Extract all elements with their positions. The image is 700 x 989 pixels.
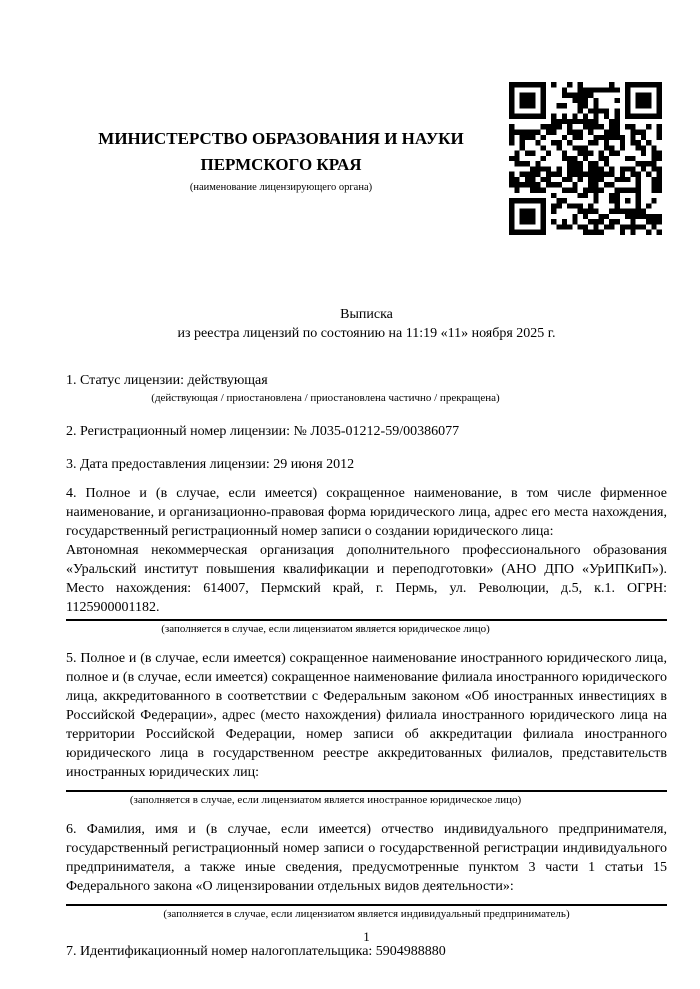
- registration-number-text: 2. Регистрационный номер лицензии: № Л035-01212-59/00386077: [66, 424, 460, 439]
- ministry-caption: (наименование лицензирующего органа): [189, 182, 373, 193]
- document-title-line2: из реестра лицензий по состоянию на 11:19 «11» ноября 2025 г.: [177, 326, 556, 341]
- page-number: 1: [363, 929, 370, 944]
- item-registration-number: [66, 422, 667, 441]
- qr-code-icon: [509, 82, 662, 235]
- licensing-authority-header: [66, 0, 496, 193]
- grant-date-text: 3. Дата предоставления лицензии: 29 июня 2012: [66, 457, 355, 472]
- legal-entity-label: 4. Полное и (в случае, если имеется) сокращенное наименование, в том числе фирменное наименование, и организационно-правовая форма юридического лица, адрес его места нахождения, государственный регистрационный номер записи о создании юридического лица:: [66, 486, 667, 539]
- foreign-entity-label: 5. Полное и (в случае, если имеется) сокращенное наименование иностранного юридического лица, полное и (в случае, если имеется) сокращенное наименование филиала иностранного юридического лица, аккредитованного в соответствии с Федеральным законом «Об иностранных инвестициях в Российской Федерации», адрес (место нахождения) филиала иностранного юридического лица на территории Российской Федерации, номер записи об аккредитации филиала иностранного юридического лица в государственном реестре аккредитованных филиалов, представительств иностранных юридических лиц:: [66, 651, 667, 780]
- individual-entrepreneur-caption: (заполняется в случае, если лицензиатом является индивидуальный предприниматель): [163, 908, 570, 920]
- document-title-line1: Выписка: [340, 307, 393, 322]
- ministry-name-line1: МИНИСТЕРСТВО ОБРАЗОВАНИЯ И НАУКИ: [98, 129, 464, 148]
- individual-entrepreneur-fill-line: [66, 904, 667, 906]
- legal-entity-fill-line: [66, 619, 667, 621]
- document-title: [66, 305, 667, 343]
- item-foreign-entity: [66, 649, 667, 808]
- license-status-options-caption: (действующая / приостановлена / приостановлена частично / прекращена): [151, 392, 500, 404]
- item-license-status: [66, 371, 667, 406]
- foreign-entity-caption: (заполняется в случае, если лицензиатом является иностранное юридическое лицо): [129, 794, 522, 806]
- ministry-name: [66, 126, 496, 178]
- legal-entity-caption: (заполняется в случае, если лицензиатом является юридическое лицо): [161, 623, 490, 635]
- legal-entity-value: Автономная некоммерческая организация дополнительного профессионального образования «Уральский институт повышения квалификации и переподготовки» (АНО ДПО «УрИПКиП»). Место нахождения: 614007, Пермский край, г. Пермь, ул. Революции, д.5, к.1. ОГРН: 1125900001182.: [66, 543, 667, 615]
- inn-text: 7. Идентификационный номер налогоплательщика: 5904988880: [66, 944, 446, 959]
- item-grant-date: [66, 455, 667, 474]
- foreign-entity-fill-line: [66, 790, 667, 792]
- individual-entrepreneur-label: 6. Фамилия, имя и (в случае, если имеется) отчество индивидуального предпринимателя, государственный регистрационный номер записи о государственной регистрации индивидуального предпринимателя, а также иные сведения, предусмотренные пунктом 3 части 1 статьи 15 Федерального закона «О лицензировании отдельных видов деятельности»:: [66, 822, 667, 894]
- ministry-name-line2: ПЕРМСКОГО КРАЯ: [200, 155, 362, 174]
- item-individual-entrepreneur: [66, 820, 667, 922]
- license-status-text: 1. Статус лицензии: действующая: [66, 373, 268, 388]
- item-legal-entity: [66, 484, 667, 637]
